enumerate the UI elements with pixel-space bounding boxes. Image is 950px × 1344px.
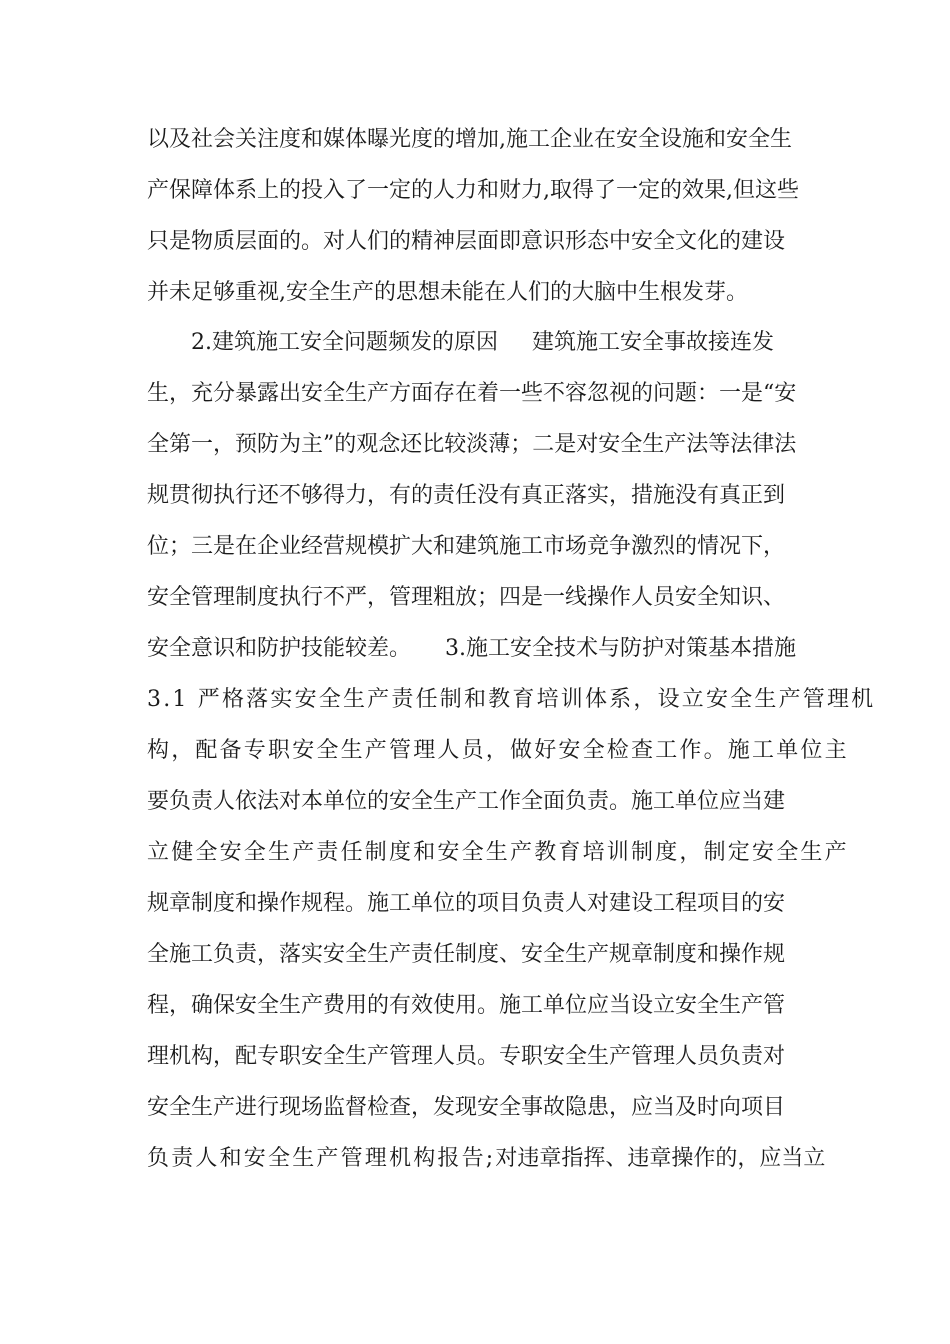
- paragraph-line: 安全生产进行现场监督检查，发现安全事故隐患，应当及时向项目: [147, 1095, 786, 1120]
- paragraph-line: 位；三是在企业经营规模扩大和建筑施工市场竞争激烈的情况下，: [147, 534, 786, 559]
- paragraph-line: 并未足够重视,安全生产的思想未能在人们的大脑中生根发芽。: [147, 280, 748, 305]
- paragraph-line: 构，配备专职安全生产管理人员，做好安全检查工作。施工单位主: [147, 738, 849, 763]
- paragraph-line: 理机构，配专职安全生产管理人员。专职安全生产管理人员负责对: [147, 1044, 786, 1069]
- section-heading-line: [191, 328, 851, 358]
- subsection-line: 3.1 严格落实安全生产责任制和教育培训体系，设立安全生产管理机: [147, 687, 876, 712]
- paragraph-text: 安全意识和防护技能较差。: [147, 636, 412, 661]
- paragraph-line: 产保障体系上的投入了一定的人力和财力,取得了一定的效果,但这些: [147, 178, 799, 203]
- paragraph-line: 要负责人依法对本单位的安全生产工作全面负责。施工单位应当建: [147, 789, 786, 814]
- paragraph-line: 规贯彻执行还不够得力，有的责任没有真正落实，措施没有真正到: [147, 483, 786, 508]
- paragraph-line: 程，确保安全生产费用的有效使用。施工单位应当设立安全生产管: [147, 993, 786, 1018]
- paragraph-line: 以及社会关注度和媒体曝光度的增加,施工企业在安全设施和安全生: [147, 127, 792, 152]
- paragraph-line: [147, 1144, 826, 1174]
- paragraph-line: 安全管理制度执行不严，管理粗放；四是一线操作人员安全知识、: [147, 585, 786, 610]
- paragraph-line: 规章制度和操作规程。施工单位的项目负责人对建设工程项目的安: [147, 891, 786, 916]
- paragraph-line: 全第一，预防为主”的观念还比较淡薄；二是对安全生产法等法律法: [147, 432, 797, 457]
- paragraph-line: 全施工负责，落实安全生产责任制度、安全生产规章制度和操作规: [147, 942, 786, 967]
- paragraph-line: 生，充分暴露出安全生产方面存在着一些不容忽视的问题：一是“安: [147, 381, 797, 406]
- section-heading: 2.建筑施工安全问题频发的原因: [191, 330, 498, 355]
- paragraph-line: 只是物质层面的。对人们的精神层面即意识形态中安全文化的建设: [147, 229, 786, 254]
- section-heading-line: [147, 634, 807, 664]
- paragraph-line: 立健全安全生产责任制度和安全生产教育培训制度，制定安全生产: [147, 840, 849, 865]
- paragraph-text: 对违章指挥、违章操作的，应当立: [495, 1146, 826, 1171]
- paragraph-text: 建筑施工安全事故接连发: [532, 330, 775, 355]
- paragraph-text: 负责人和安全生产管理机构报告;: [147, 1146, 496, 1171]
- section-heading: 3.施工安全技术与防护对策基本措施: [445, 636, 797, 661]
